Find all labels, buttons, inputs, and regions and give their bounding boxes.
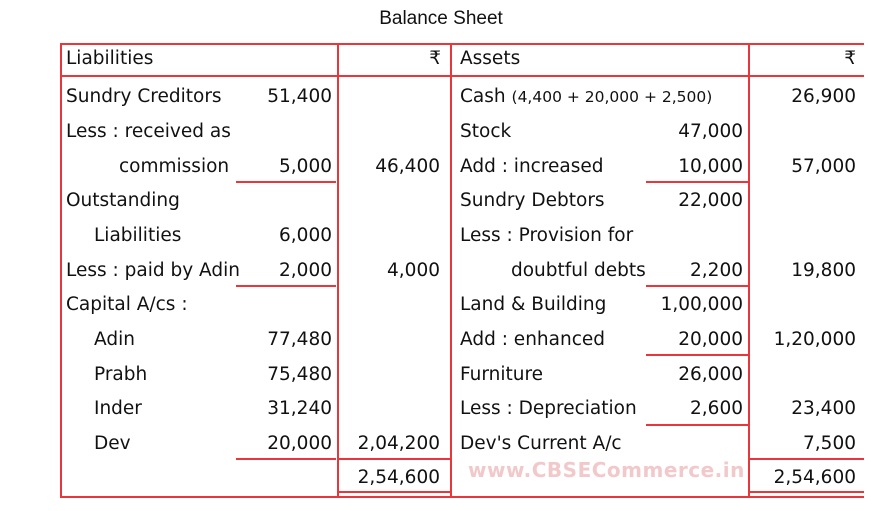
- commission-label: commission: [119, 156, 230, 177]
- header-rupee-right: ₹: [844, 48, 856, 69]
- underline-left-net: [338, 458, 450, 460]
- add-increased-amount: 10,000: [678, 156, 743, 177]
- capital-heading: Capital A/cs :: [66, 294, 188, 315]
- sundry-creditors-amount: 51,400: [267, 86, 332, 107]
- rule-vertical-1: [60, 43, 62, 498]
- outstanding-net: 4,000: [387, 260, 440, 281]
- underline-doubtful-debts: [646, 285, 748, 287]
- less-provision-label: Less : Provision for: [460, 225, 634, 246]
- land-building-net: 1,20,000: [773, 329, 856, 350]
- underline-right-net: [750, 458, 864, 460]
- underline-depreciation: [646, 424, 748, 426]
- sundry-debtors-label: Sundry Debtors: [460, 190, 605, 211]
- land-building-amount: 1,00,000: [660, 294, 743, 315]
- sundry-debtors-amount: 22,000: [678, 190, 743, 211]
- cash-net: 26,900: [791, 86, 856, 107]
- devs-current-label: Dev's Current A/c: [460, 433, 622, 454]
- page-title: Balance Sheet: [379, 8, 503, 29]
- header-rupee-left: ₹: [429, 48, 441, 69]
- inder-amount: 31,240: [267, 398, 332, 419]
- underline-stock-increase: [646, 181, 748, 183]
- furniture-label: Furniture: [460, 364, 544, 385]
- assets-total: 2,54,600: [773, 467, 856, 488]
- less-received-label: Less : received as: [66, 121, 231, 142]
- rule-vertical-4: [748, 43, 750, 498]
- rule-bottom: [60, 496, 864, 498]
- outstanding-liabilities-label: Liabilities: [94, 225, 182, 246]
- stock-net: 57,000: [791, 156, 856, 177]
- outstanding-label: Outstanding: [66, 190, 180, 211]
- header-assets: Assets: [460, 48, 521, 69]
- capital-net: 2,04,200: [357, 433, 440, 454]
- adin-label: Adin: [94, 329, 135, 350]
- prabh-label: Prabh: [94, 364, 148, 385]
- prabh-amount: 75,480: [267, 364, 332, 385]
- rule-vertical-2: [337, 43, 339, 498]
- doubtful-debts-label: doubtful debts: [511, 260, 646, 281]
- rule-header-bottom: [60, 75, 864, 77]
- furniture-net: 23,400: [791, 398, 856, 419]
- cash-label-text: Cash: [460, 86, 506, 107]
- less-depreciation-label: Less : Depreciation: [460, 398, 637, 419]
- underline-commission: [236, 181, 336, 183]
- add-increased-label: Add : increased: [460, 156, 604, 177]
- cash-detail: (4,400 + 20,000 + 2,500): [511, 88, 713, 106]
- less-paid-adin-amount: 2,000: [279, 260, 332, 281]
- land-building-label: Land & Building: [460, 294, 607, 315]
- doubtful-debts-amount: 2,200: [690, 260, 743, 281]
- watermark: www.CBSECommerce.in: [468, 458, 745, 482]
- underline-right-total: [750, 491, 864, 493]
- underline-paid-adin: [236, 285, 336, 287]
- debtors-net: 19,800: [791, 260, 856, 281]
- inder-label: Inder: [94, 398, 142, 419]
- underline-left-total: [338, 491, 450, 493]
- furniture-amount: 26,000: [678, 364, 743, 385]
- stock-label: Stock: [460, 121, 512, 142]
- dev-label: Dev: [94, 433, 131, 454]
- devs-current-net: 7,500: [803, 433, 856, 454]
- commission-amount: 5,000: [279, 156, 332, 177]
- sundry-creditors-label: Sundry Creditors: [66, 86, 222, 107]
- liabilities-total: 2,54,600: [357, 467, 440, 488]
- underline-dev-capital: [236, 458, 336, 460]
- less-depreciation-amount: 2,600: [690, 398, 743, 419]
- stock-amount: 47,000: [678, 121, 743, 142]
- adin-amount: 77,480: [267, 329, 332, 350]
- rule-top: [60, 43, 864, 45]
- cash-label: [460, 86, 712, 108]
- creditors-net: 46,400: [375, 156, 440, 177]
- less-paid-adin-label: Less : paid by Adin: [66, 260, 240, 281]
- add-enhanced-amount: 20,000: [678, 329, 743, 350]
- add-enhanced-label: Add : enhanced: [460, 329, 606, 350]
- rule-vertical-3: [450, 43, 452, 498]
- dev-amount: 20,000: [267, 433, 332, 454]
- header-liabilities: Liabilities: [66, 48, 154, 69]
- underline-land-enhanced: [646, 354, 748, 356]
- outstanding-liabilities-amount: 6,000: [279, 225, 332, 246]
